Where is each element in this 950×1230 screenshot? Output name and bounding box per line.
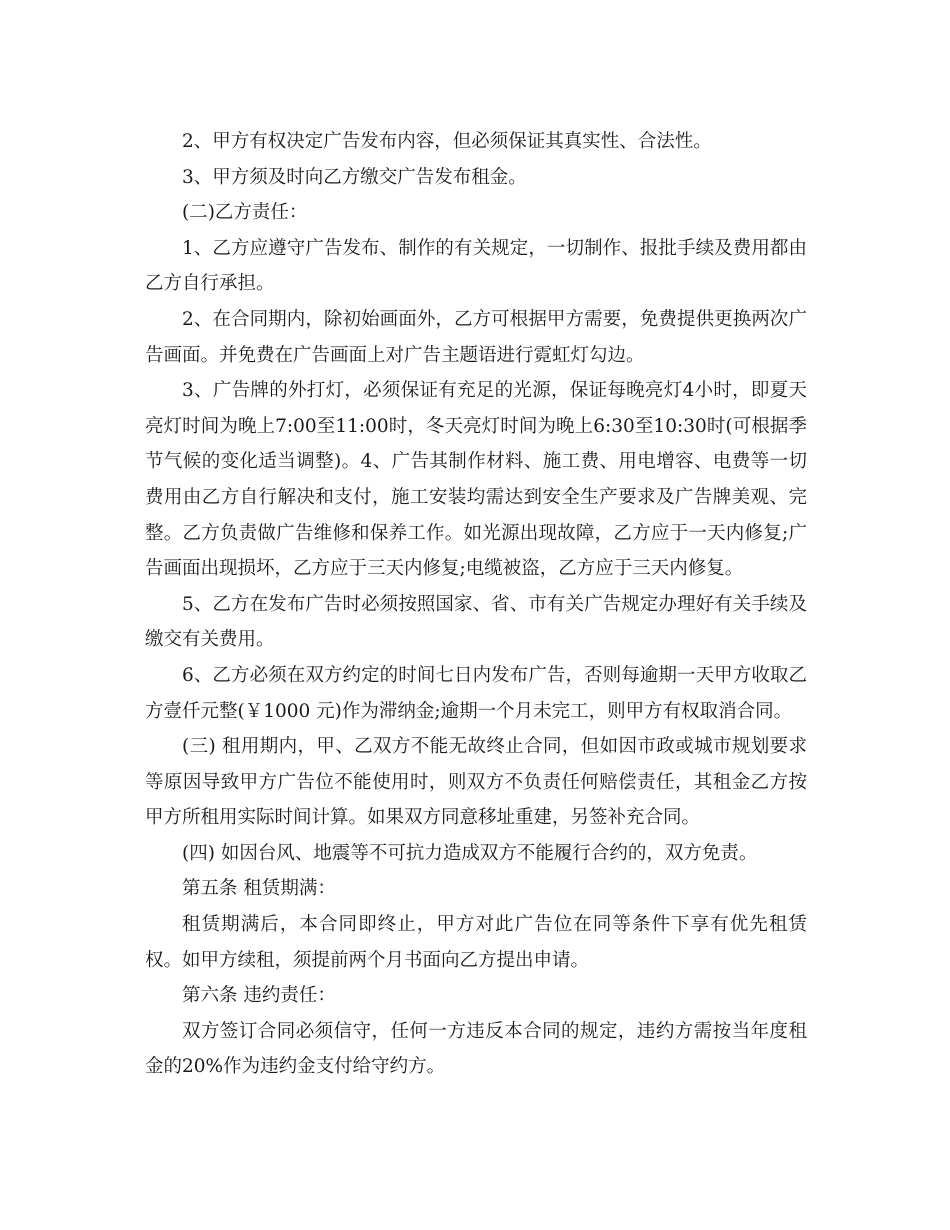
paragraph-4: 1、乙方应遵守广告发布、制作的有关规定，一切制作、报批手续及费用都由乙方自行承担。 [145, 237, 807, 295]
section-heading-party-b: (二)乙方责任： [182, 202, 308, 224]
article-heading-6: 第六条 违约责任： [182, 985, 336, 1007]
article-heading-5: 第五条 租赁期满： [182, 878, 336, 900]
paragraph-14: 双方签订合同必须信守，任何一方违反本合同的规定，违约方需按当年度租金的20%作为违约金支付给守约方。 [145, 1020, 807, 1078]
document-body [145, 124, 807, 1085]
paragraph-1: 2、甲方有权决定广告发布内容，但必须保证其真实性、合法性。 [182, 131, 712, 152]
paragraph-9: (三) 租用期内，甲、乙双方不能无故终止合同，但如因市政或城市规划要求等原因导致甲方广告位不能使用时，则双方不负责任何赔偿责任，其租金乙方按甲方所租用实际时间计算。如果双方同意移址重建，另签补充合同。 [145, 736, 807, 829]
paragraph-8: 6、乙方必须在双方约定的时间七日内发布广告，否则每逾期一天甲方收取乙方壹仟元整(￥1000 元)作为滞纳金;逾期一个月未完工，则甲方有权取消合同。 [145, 664, 807, 722]
paragraph-7: 5、乙方在发布广告时必须按照国家、省、市有关广告规定办理好有关手续及缴交有关费用。 [145, 593, 807, 651]
paragraph-2: 3、甲方须及时向乙方缴交广告发布租金。 [182, 166, 527, 188]
paragraph-10: (四) 如因台风、地震等不可抗力造成双方不能履行合约的，双方免责。 [182, 842, 758, 864]
paragraph-12: 租赁期满后，本合同即终止，甲方对此广告位在同等条件下享有优先租赁权。如甲方续租，须提前两个月书面向乙方提出申请。 [145, 914, 807, 971]
paragraph-5: 2、在合同期内，除初始画面外，乙方可根据甲方需要，免费提供更换两次广告画面。并免费在广告画面上对广告主题语进行霓虹灯勾边。 [145, 308, 807, 366]
paragraph-6: 3、广告牌的外打灯，必须保证有充足的光源，保证每晚亮灯4小时，即夏天亮灯时间为晚上7:00至11:00时，冬天亮灯时间为晚上6:30至10:30时(可根据季节气候的变化适当调整)。4、广告其制作材料、施工费、用电增容、电费等一切费用由乙方自行解决和支付，施工安装均需达到安全生产要求及广告牌美观、完整。乙方负责做广告维修和保养工作。如光源出现故障，乙方应于一天内修复;广告画面出现损坏，乙方应于三天内修复;电缆被盗，乙方应于三天内修复。 [145, 380, 807, 580]
